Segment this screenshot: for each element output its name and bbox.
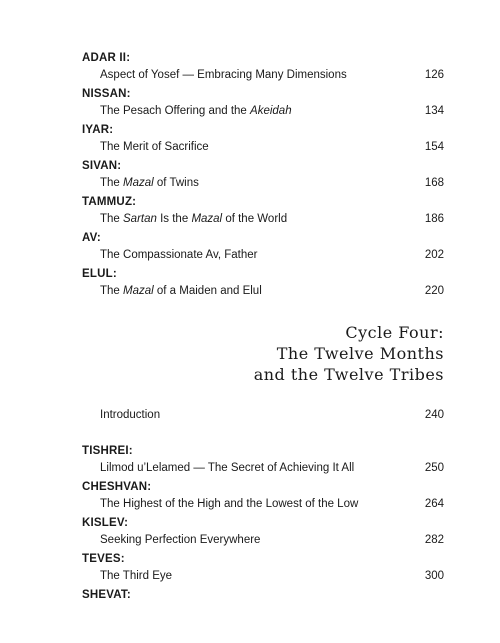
toc-entry xyxy=(82,195,444,227)
toc-page-number: 186 xyxy=(424,213,444,225)
toc-chapter-line[interactable] xyxy=(82,212,444,227)
toc-title-text: of the World xyxy=(222,213,288,225)
toc-chapter-title xyxy=(100,285,262,297)
toc-month-label: KISLEV: xyxy=(82,517,129,529)
toc-entry xyxy=(82,87,444,119)
toc-month-label: AV: xyxy=(82,232,101,244)
toc-chapter-title xyxy=(100,570,172,582)
toc-title-text: The xyxy=(100,285,124,297)
toc-month-label: SIVAN: xyxy=(82,160,122,172)
toc-title-italic: Mazal xyxy=(123,285,154,297)
toc-chapter-title xyxy=(100,141,209,153)
toc-page-number: 134 xyxy=(424,105,444,117)
toc-title-text: The Pesach Offering and the xyxy=(100,105,251,117)
toc-entry xyxy=(82,480,444,512)
toc-title-italic: Mazal xyxy=(123,177,154,189)
toc-page-number: 264 xyxy=(424,498,444,510)
toc-page-number: 240 xyxy=(424,409,444,421)
toc-page-number: 154 xyxy=(424,141,444,153)
toc-title-italic: Sartan xyxy=(123,213,157,225)
toc-chapter-line[interactable] xyxy=(82,284,444,299)
toc-page-number: 126 xyxy=(424,69,444,81)
toc-chapter-title xyxy=(100,498,358,510)
cycle-heading-line3: and the Twelve Tribes xyxy=(253,365,444,384)
toc-month-label: CHESHVAN: xyxy=(82,481,152,493)
toc-entry xyxy=(82,408,444,423)
cycle-heading-line1: Cycle Four: xyxy=(345,323,444,342)
toc-entry xyxy=(82,552,444,584)
toc-page-number: 202 xyxy=(424,249,444,261)
toc-title-text: The Highest of the High and the Lowest of the Low xyxy=(100,498,359,510)
toc-chapter-line[interactable] xyxy=(82,104,444,119)
toc-page-number: 282 xyxy=(424,534,444,546)
toc-chapter-title xyxy=(100,534,260,546)
toc-month-label: TEVES: xyxy=(82,553,125,565)
toc-chapter-title xyxy=(100,213,287,225)
toc-title-text: Aspect of Yosef — Embracing Many Dimensions xyxy=(100,69,347,81)
toc-title-text: Lilmod u’Lelamed — The Secret of Achieving It All xyxy=(100,462,355,474)
toc-page-number: 168 xyxy=(424,177,444,189)
toc-title-text: of Twins xyxy=(153,177,199,189)
toc-entry xyxy=(82,51,444,83)
toc-title-text: Is the xyxy=(156,213,192,225)
toc-entry xyxy=(82,267,444,299)
toc-page-number: 300 xyxy=(424,570,444,582)
toc-title-text: Introduction xyxy=(100,409,161,421)
toc-chapter-line[interactable] xyxy=(82,533,444,548)
toc-title-text: The Merit of Sacrifice xyxy=(100,141,209,153)
toc-entry xyxy=(82,231,444,263)
toc-title-italic: Akeidah xyxy=(250,105,292,117)
toc-chapter-line[interactable] xyxy=(82,140,444,155)
toc-title-italic: Mazal xyxy=(191,213,223,225)
toc-title-text: The xyxy=(100,213,124,225)
toc-chapter-line[interactable] xyxy=(82,68,444,83)
toc-entry xyxy=(82,588,444,602)
toc-chapter-line[interactable] xyxy=(82,461,444,476)
toc-entry xyxy=(82,444,444,476)
toc-entry xyxy=(82,159,444,191)
toc-month-label: ADAR II: xyxy=(82,52,131,64)
toc-chapter-title xyxy=(100,105,292,117)
toc-chapter-title xyxy=(100,177,199,189)
toc-title-text: The Compassionate Av, Father xyxy=(100,249,258,261)
toc-month-label: NISSAN: xyxy=(82,88,131,100)
toc-title-text: The Third Eye xyxy=(100,570,173,582)
toc-month-label: IYAR: xyxy=(82,124,114,136)
toc-month-label: TAMMUZ: xyxy=(82,196,137,208)
cycle-heading-line2: The Twelve Months xyxy=(276,344,444,363)
toc-month-label: ELUL: xyxy=(82,268,117,280)
toc-page-number: 250 xyxy=(424,462,444,474)
toc-title-text: The xyxy=(100,177,124,189)
toc-chapter-line[interactable] xyxy=(82,497,444,512)
toc-entry xyxy=(82,123,444,155)
toc-chapter-title xyxy=(100,69,347,81)
toc-entry xyxy=(82,516,444,548)
toc-chapter-line[interactable] xyxy=(82,408,444,423)
toc-month-label: TISHREI: xyxy=(82,445,133,457)
toc-chapter-line[interactable] xyxy=(82,248,444,263)
toc-chapter-title xyxy=(100,249,257,261)
toc-title-text: of a Maiden and Elul xyxy=(153,285,262,297)
toc-chapter-title xyxy=(100,462,354,474)
toc-page-number: 220 xyxy=(424,285,444,297)
toc-chapter-line[interactable] xyxy=(82,176,444,191)
toc-chapter-line[interactable] xyxy=(82,569,444,584)
cycle-heading xyxy=(144,322,444,385)
toc-title-text: Seeking Perfection Everywhere xyxy=(100,534,261,546)
toc-chapter-title xyxy=(100,409,160,421)
toc-month-label: SHEVAT: xyxy=(82,589,131,601)
